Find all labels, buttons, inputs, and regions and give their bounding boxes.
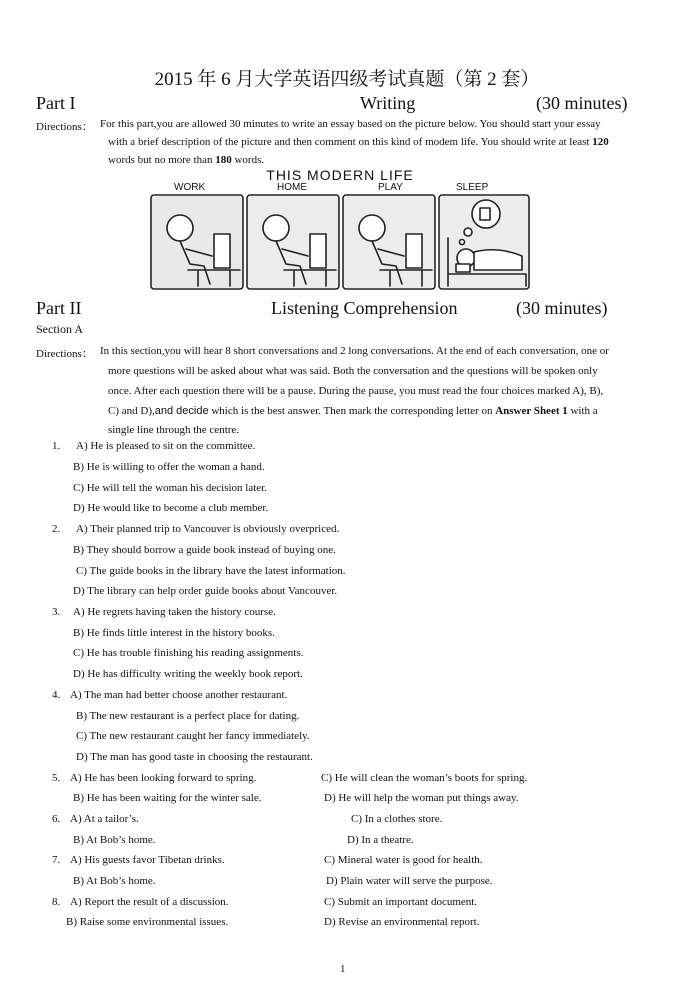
part2-directions-line4-a: C) and D),	[108, 405, 155, 417]
part1-time: (30 minutes)	[536, 93, 628, 113]
q5-option-b: B) He has been waiting for the winter sale.	[73, 792, 262, 804]
q2-option-a: A) Their planned trip to Vancouver is obviously overpriced.	[76, 523, 340, 535]
q8-option-b: B) Raise some environmental issues.	[66, 916, 229, 928]
part2-directions-label: Directions：	[36, 348, 93, 360]
page-number: 1	[340, 963, 346, 975]
panel-work	[151, 195, 243, 289]
page-title: 2015 年 6 月大学英语四级考试真题（第 2 套）	[154, 69, 540, 90]
q7-option-c: C) Mineral water is good for health.	[324, 854, 483, 866]
answer-sheet-label: Answer Sheet 1	[495, 405, 568, 417]
q4-option-c: C) The new restaurant caught her fancy immediately.	[76, 730, 310, 742]
part2-time: (30 minutes)	[516, 298, 608, 318]
part2-label: Part II	[36, 298, 82, 318]
q5-option-c: C) He will clean the woman’s boots for spring.	[321, 772, 528, 784]
part1-name: Writing	[360, 93, 416, 113]
q7-option-b: B) At Bob’s home.	[73, 875, 156, 887]
q4-number: 4.	[52, 689, 61, 701]
q5-option-d: D) He will help the woman put things away.	[324, 792, 519, 804]
part1-directions-line3-text: words but no more than	[108, 154, 216, 166]
q8-option-a: A) Report the result of a discussion.	[70, 896, 229, 908]
q4-option-a: A) The man had better choose another restaurant.	[70, 689, 288, 701]
part2-directions-line4-c: which is the best answer. Then mark the corresponding letter on	[208, 405, 496, 417]
panel-label-work: WORK	[174, 182, 206, 193]
comic-illustration	[150, 194, 530, 292]
q6-option-c: C) In a clothes store.	[351, 813, 443, 825]
q7-option-a: A) His guests favor Tibetan drinks.	[70, 854, 225, 866]
panel-home	[247, 195, 339, 289]
q3-option-b: B) He finds little interest in the history books.	[73, 627, 275, 639]
q4-option-b: B) The new restaurant is a perfect place for dating.	[76, 710, 300, 722]
q2-option-d: D) The library can help order guide books about Vancouver.	[73, 585, 338, 597]
part2-name: Listening Comprehension	[271, 298, 458, 318]
q3-number: 3.	[52, 606, 61, 618]
panel-sleep	[439, 195, 529, 289]
part1-directions-line1: For this part,you are allowed 30 minutes to write an essay based on the picture below. You should start your essay	[100, 118, 601, 130]
panel-play	[343, 195, 435, 289]
q2-option-c: C) The guide books in the library have the latest information.	[76, 565, 346, 577]
panel-label-sleep: SLEEP	[456, 182, 489, 193]
part2-directions-line4-b: and decide	[154, 405, 209, 417]
q6-number: 6.	[52, 813, 61, 825]
q2-number: 2.	[52, 523, 61, 535]
q5-option-a: A) He has been looking forward to spring.	[70, 772, 257, 784]
q4-option-d: D) The man has good taste in choosing the restaurant.	[76, 751, 313, 763]
q3-option-c: C) He has trouble finishing his reading assignments.	[73, 647, 304, 659]
part2-directions-line1: In this section,you will hear 8 short conversations and 2 long conversations. At the end of each conversation, one or	[100, 345, 609, 357]
part2-directions-line3: once. After each question there will be a pause. During the pause, you must read the four choices marked A), B),	[108, 385, 604, 397]
panel-label-home: HOME	[277, 182, 307, 193]
q8-option-c: C) Submit an important document.	[324, 896, 478, 908]
q1-option-a: A) He is pleased to sit on the committee.	[76, 440, 256, 452]
q6-option-a: A) At a tailor’s.	[70, 813, 139, 825]
q1-option-d: D) He would like to become a club member.	[73, 502, 269, 514]
q5-number: 5.	[52, 772, 61, 784]
q1-option-c: C) He will tell the woman his decision later.	[73, 482, 267, 494]
q1-option-b: B) He is willing to offer the woman a hand.	[73, 461, 265, 473]
q8-number: 8.	[52, 896, 61, 908]
panel-label-play: PLAY	[378, 182, 403, 193]
part1-directions-label: Directions：	[36, 121, 93, 133]
part1-directions-line3-end: words.	[231, 154, 265, 166]
comic-title: THIS MODERN LIFE	[266, 167, 414, 183]
q3-option-a: A) He regrets having taken the history course.	[73, 606, 276, 618]
section-label: Section A	[36, 322, 83, 336]
part1-directions-line3	[108, 154, 264, 166]
max-words: 180	[215, 154, 232, 166]
q8-option-d: D) Revise an environmental report.	[324, 916, 480, 928]
q7-number: 7.	[52, 854, 61, 866]
q1-number: 1.	[52, 440, 61, 452]
part2-directions-line5: single line through the centre.	[108, 424, 240, 436]
q7-option-d: D) Plain water will serve the purpose.	[326, 875, 493, 887]
part1-directions-line2	[108, 136, 609, 148]
q6-option-d: D) In a theatre.	[347, 834, 414, 846]
q3-option-d: D) He has difficulty writing the weekly book report.	[73, 668, 303, 680]
part1-label: Part I	[36, 93, 76, 113]
part1-directions-line2-text: with a brief description of the picture and then comment on this kind of modem life. You should write at least	[108, 136, 593, 148]
q6-option-b: B) At Bob’s home.	[73, 834, 156, 846]
part2-directions-line4-d: with a	[567, 405, 598, 417]
min-words: 120	[592, 136, 609, 148]
part2-directions-line2: more questions will be asked about what was said. Both the conversation and the questions will be spoken only	[108, 365, 598, 377]
part2-directions-line4	[108, 405, 598, 417]
q2-option-b: B) They should borrow a guide book instead of buying one.	[73, 544, 336, 556]
